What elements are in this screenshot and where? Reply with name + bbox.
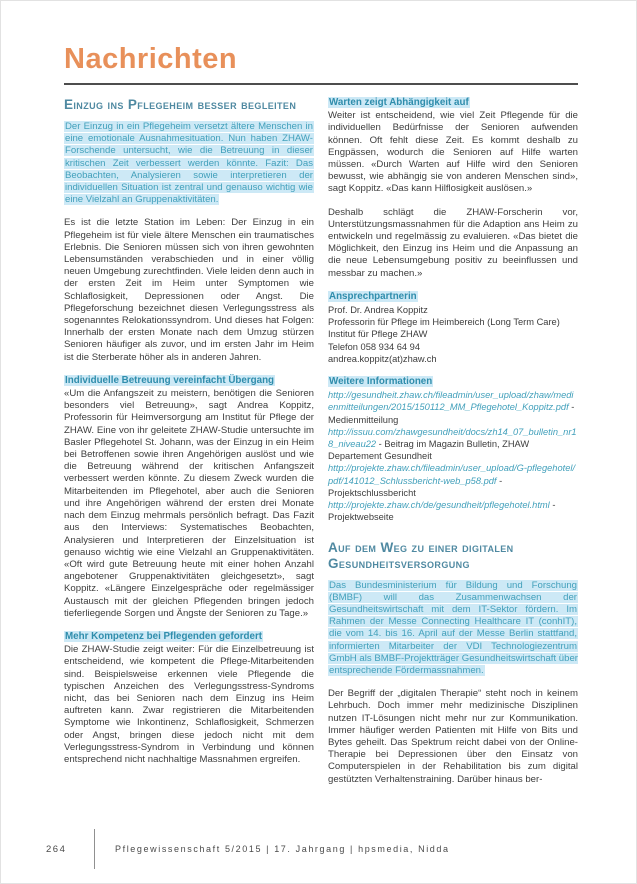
paragraph: «Um die Anfangszeit zu meistern, benötigen die Senioren besonders viel Betreuung», sagt Andrea Koppitz, Professorin für Heimversorgung am Institut für Pflege der ZHAW. Eine von ihr geleitete ZHAW-Studie untersuchte im Basler Pflegehotel St. Johann, was der Einzug in ein Heim bei Betroffenen sowie ihren Angehörigen auslöst und wie die Betreuung während der kritischen Anfangszeit verbessert werden könnte. Zu diesem Zweck wurden die Mitarbeitenden im Pflegehotel, aber auch die Senioren und ihre Angehörigen während der ersten drei Monate nach dem Einzug mehrmals persönlich befragt. Das Fazit aus den Interviews: Systematisches Beobachten, Analysieren und Interpretieren der Einzelsituation ist genauso wichtig wie eine Vielzahl an Gruppenaktivitäten. «Oft wird gute Betreuung heute mit einer hohen Anzahl angebotener Gruppenaktivitäten gleichgesetzt», sagt Koppitz. «Längere Einzelgespräche oder regelmässiger Austausch mit der gleichen Pflegenden bringen jedoch tieferliegende Sorgen und Ängste der Senioren zu Tage.» <box>64 388 314 619</box>
page-content <box>1 1 636 827</box>
subheading-mehr-kompetenz <box>64 631 314 643</box>
link-url-projektwebseite[interactable]: http://projekte.zhaw.ch/de/gesundheit/pflegehotel.html <box>328 500 550 511</box>
contact-role: Professorin für Pflege im Heimbereich (Long Term Care) <box>328 317 560 328</box>
page-title: Nachrichten <box>64 43 238 75</box>
link-label: - Projektschlussbericht <box>328 475 503 498</box>
subheading-text: Individuelle Betreuung vereinfacht Übergang <box>65 374 275 386</box>
journal-info: Pflegewissenschaft 5/2015 | 17. Jahrgang | hpsmedia, Nidda <box>115 844 450 854</box>
link-url-schlussbericht[interactable]: http://projekte.zhaw.ch/fileadmin/user_upload/G-pflegehotel/pdf/141012_Schlussbericht-web_p58.pdf <box>328 463 576 486</box>
link-line <box>328 426 578 463</box>
subheading-individuelle-betreuung <box>64 375 314 387</box>
link-label: - Beitrag im Magazin Bulletin, ZHAW Departement Gesundheit <box>328 439 530 462</box>
link-url-medienmitteilung[interactable]: http://gesundheit.zhaw.ch/fileadmin/user_upload/zhaw/medienmitteilungen/2015/150112_MM_Pflegehotel_Koppitz.pdf <box>328 390 574 413</box>
link-label: - Projektwebseite <box>328 500 556 523</box>
link-line <box>328 389 578 426</box>
contact-block <box>328 304 578 365</box>
footer-divider <box>94 829 95 869</box>
paragraph: Der Begriff der „digitalen Therapie“ steht noch in keinem Lehrbuch. Doch immer mehr medizinische Disziplinen nutzen IT-Lösungen nicht mehr nur zur Kommunikation. Immer häufiger werden Patienten mit Hilfe von Bits und Bytes geheilt. Das Spektrum reicht dabei von der Online-Therapie bei Depressionen über den Einsatz von Computerspielen in der Rehabilitation bis zum digital gestützten Verhaltenstraining. Darüber hinaus ber- <box>328 688 578 785</box>
left-column <box>64 97 314 827</box>
link-line <box>328 499 578 523</box>
title-divider <box>64 83 578 85</box>
contact-name: Prof. Dr. Andrea Koppitz <box>328 305 428 316</box>
lead-paragraph <box>328 580 578 678</box>
contact-institute: Institut für Pflege ZHAW <box>328 329 428 340</box>
lead-paragraph <box>64 121 314 206</box>
subheading-text: Warten zeigt Abhängigkeit auf <box>329 97 469 108</box>
subheading-text: Weitere Informationen <box>329 376 433 388</box>
article-heading-digitale-gesundheitsversorgung: Auf dem Weg zu einer digitalen Gesundheitsversorgung <box>328 539 514 571</box>
lead-paragraph-text: Das Bundesministerium für Bildung und Forschung (BMBF) will das Zusammenwachsen der Gesundheitswirtschaft mit dem IT-Sektor fördern. Im Rahmen der Messe Connecting Healthcare IT (conhIT), die vom 14. bis 16. April auf der Messe Berlin stattfand, informierten Mitarbeiter der VDI Technologiezentrum GmbH als BMBF-Projektträger Gesundheitswirtschaft über entsprechende Fördermassnahmen. <box>329 579 578 676</box>
contact-phone: Telefon 058 934 64 94 <box>328 341 421 352</box>
subheading-warten <box>328 97 578 109</box>
paragraph: Es ist die letzte Station im Leben: Der Einzug in ein Pflegeheim ist für viele ältere Menschen ein traumatisches Erlebnis. Die Senioren müssen sich von ihren gewohnten Lebensumständen verabschieden und in einer völlig neuen Umgebung zurechtfinden. Viele leiden denn auch in der ersten Zeit im Heim unter Symptomen wie Schlaflosigkeit, Depressionen oder Angst. Die Pflegeforschung bezeichnet diesen Verlegungsstress als sogenanntes Relokationssyndrom. Und dieses hat Folgen: Innerhalb der ersten Monate nach dem Umzug stürzen Senioren häufiger als zuvor, und im ersten Jahr im Heim ist die Sterberate höher als in anderen Jahren. <box>64 217 314 363</box>
link-line <box>328 462 578 499</box>
paragraph: Deshalb schlägt die ZHAW-Forscherin vor, Unterstützungsmassnahmen für die Adaption ans Heim zu entwickeln und regelmässig zu evaluieren. «Das bietet die Möglichkeit, den Einzug ins Heim und die Anpassung an die neue Lebensumgebung positiv zu beeinflussen und messbar zu machen.» <box>328 206 578 279</box>
subheading-text: Mehr Kompetenz bei Pflegenden gefordert <box>65 630 263 642</box>
links-block <box>328 389 578 523</box>
page-footer <box>46 823 578 875</box>
page-number: 264 <box>46 843 67 855</box>
subheading-text: Ansprechpartnerin <box>329 290 417 302</box>
subheading-weitere-informationen <box>328 376 578 388</box>
paragraph: Die ZHAW-Studie zeigt weiter: Für die Einzelbetreuung ist entscheidend, wie kompetent die Pflege-Mitarbeitenden sind. Beispielsweise erkennen viele Pflegende die typischen Anzeichen des Verlegungsstress-Syndroms nicht, das bei Senioren nach dem Einzug ins Heim auftreten kann. Zwar registrieren die Mitarbeitenden Symptome wie Inkontinenz, Schlaflosigkeit, Schmerzen oder Angst, bringen diese jedoch nicht mit dem Verlegungsstress-Syndrom in Verbindung und können entsprechend nicht nachhaltige Massnahmen ergreifen. <box>64 644 314 765</box>
link-url-bulletin[interactable]: http://issuu.com/zhawgesundheit/docs/zh14_07_bulletin_nr18_niveau22 <box>328 426 577 450</box>
paragraph: Weiter ist entscheidend, wie viel Zeit Pflegende für die individuellen Bedürfnisse der Senioren aufwenden können. Oft fehlt diese Zeit. Es kommt deshalb zu Engpässen, wodurch die Senioren auf Hilfe warten müssen. «Durch Warten auf Hilfe wird den Senioren bewusst, wie abhängig sie von anderen Menschen sind», sagt Koppitz. «Das kann Hilflosigkeit auslösen.» <box>328 110 578 195</box>
link-label: - Medienmitteilung <box>328 402 575 425</box>
lead-paragraph-text: Der Einzug in ein Pflegeheim versetzt ältere Menschen in eine emotionale Ausnahmesituation. Nun haben ZHAW-Forschende untersucht, wie die Betreuung in dieser kritischen Zeit verbessert werden könnte. Fazit: Das Beobachten, Analysieren sowie interpretieren der individuellen Situation ist zentral und genauso wichtig wie eine Vielzahl an Gruppenaktivitäten. <box>65 121 313 206</box>
contact-email: andrea.koppitz(at)zhaw.ch <box>328 353 437 364</box>
right-column <box>328 97 578 827</box>
article-columns <box>64 97 578 827</box>
article-heading-einzug: Einzug ins Pflegeheim besser begleiten <box>64 97 297 112</box>
subheading-ansprechpartnerin <box>328 291 578 303</box>
